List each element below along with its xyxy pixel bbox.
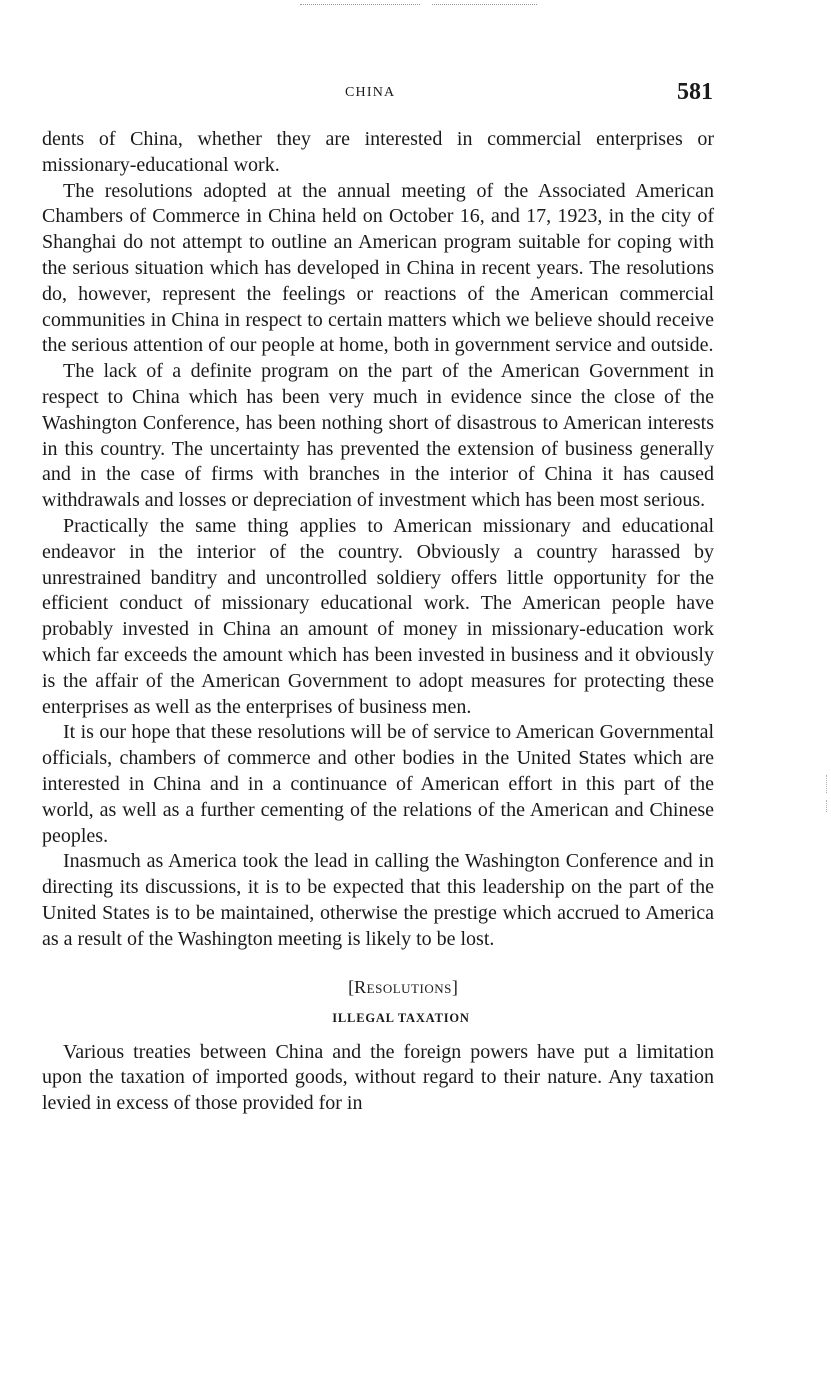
section-heading-close-bracket: ] [451, 976, 458, 997]
section-heading-open-bracket: [ [348, 976, 355, 997]
running-head [0, 79, 831, 113]
paragraph-missionary-endeavor: Practically the same thing applies to American missionary and educational endeavor in the interior of the country. Obviously a country harassed by unrestrained banditry and uncontrolled soldiery offers little opportunity for the efficient conduct of missionary educational work. The American people have probably invested in China an amount of money in missionary-education work which far exceeds the amount which has been invested in business and it obviously is the affair of the American Government to adopt measures for protecting these enterprises as well as the enterprises of business men. [42, 514, 714, 718]
paragraph-lack-of-program: The lack of a definite program on the part of the American Government in respect to China which has been very much in evidence since the close of the Washington Conference, has been nothing short of disastrous to American interests in this country. The uncertainty has prevented the extension of business generally and in the case of firms with branches in the interior of China it has caused withdrawals and losses or depreciation of investment which has been most serious. [42, 360, 714, 512]
paragraph-continued: dents of China, whether they are interested in commercial enterprises or missionary-educational work. [42, 128, 714, 176]
scan-artifact-edge-lower [826, 800, 828, 812]
running-title: CHINA [345, 85, 396, 100]
scan-artifact-top-left [300, 4, 420, 6]
sub-heading-illegal-taxation: ILLEGAL TAXATION [332, 1010, 470, 1025]
paragraph-leadership: Inasmuch as America took the lead in calling the Washington Conference and in directing its discussions, it is to be expected that this leadership on the part of the United States is to be maintained, otherwise the prestige which accrued to America as a result of the Washington meeting is likely to be lost. [42, 850, 714, 950]
paragraph-our-hope: It is our hope that these resolutions will be of service to American Governmental officials, chambers of commerce and other bodies in the United States which are interested in China and in a continuance of American effort in this part of the world, as well as a further cementing of the relations of the American and Chinese peoples. [42, 721, 714, 847]
scan-artifact-edge-upper [826, 775, 828, 793]
paragraph-various-treaties: Various treaties between China and the foreign powers have put a limitation upon the taxation of imported goods, without regard to their nature. Any taxation levied in excess of those provided for in [42, 1040, 714, 1115]
section-heading-text: Resolutions [354, 976, 452, 997]
section-heading-resolutions [42, 974, 714, 1000]
body-text [42, 127, 714, 1117]
page-number: 581 [677, 79, 713, 105]
paragraph-resolutions-adopted: The resolutions adopted at the annual meeting of the Associated American Chambers of Commerce in China held on October 16, and 17, 1923, in the city of Shanghai do not attempt to outline an American program suitable for coping with the serious situation which has developed in China in recent years. The resolutions do, however, represent the feelings or reactions of the American commercial communities in China in respect to certain matters which we believe should receive the serious attention of our people at home, both in government service and outside. [42, 179, 714, 357]
scan-artifact-top-right [432, 4, 537, 6]
